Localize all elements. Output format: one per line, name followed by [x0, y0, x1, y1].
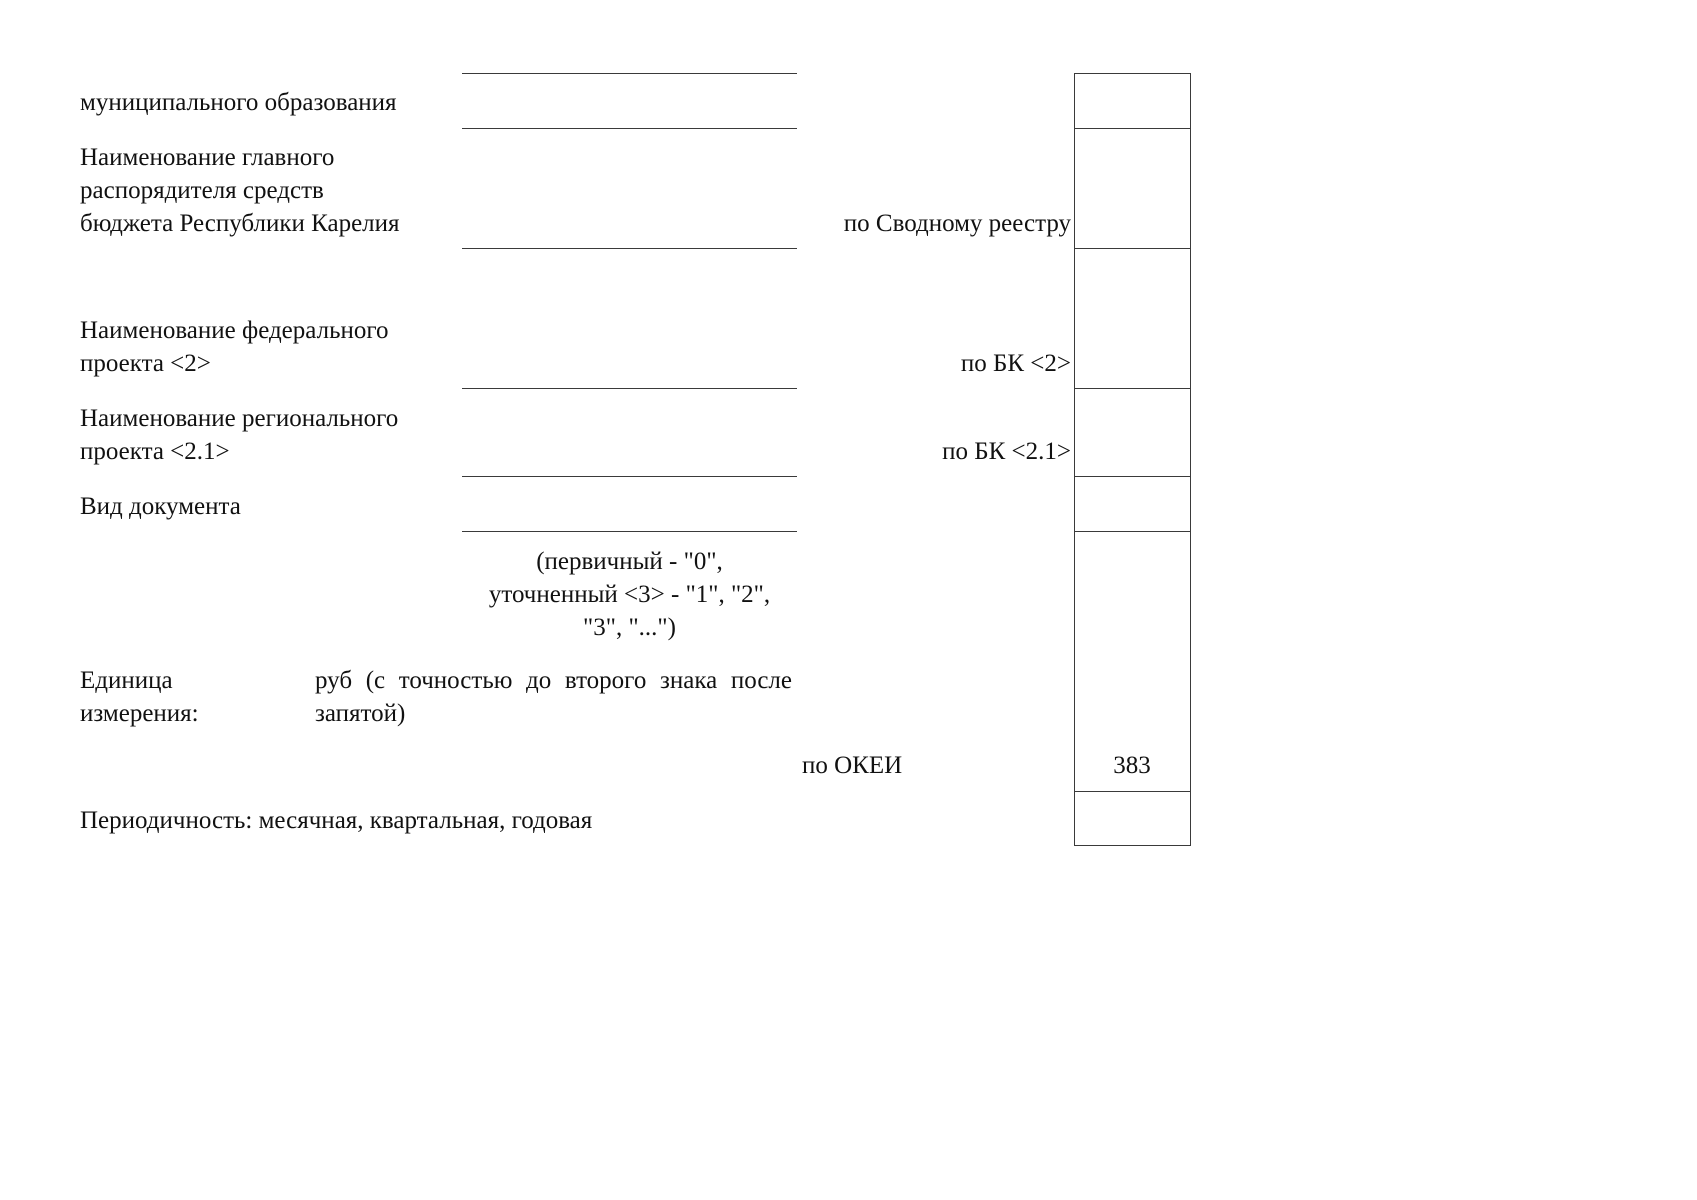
codes-cell-bk-federal[interactable] [1074, 388, 1191, 389]
federal-project-field-line[interactable] [462, 388, 797, 389]
doc-type-hint-line2: уточненный <3> - "1", "2", [488, 581, 771, 608]
periodicity-label: Периодичность: месячная, квартальная, годовая [80, 807, 593, 834]
codes-cell-doc-type[interactable] [1074, 531, 1191, 532]
main-manager-label-line2: распорядителя средств [80, 177, 324, 204]
regional-project-field-line[interactable] [462, 476, 797, 477]
doc-type-hint-line1: (первичный - "0", [536, 548, 723, 575]
field-line-top [462, 73, 797, 74]
main-manager-label-line1: Наименование главного [80, 144, 335, 171]
okei-label: по ОКЕИ [802, 752, 903, 779]
codes-column-right-border [1190, 73, 1191, 846]
codes-cell-periodicity[interactable] [1074, 845, 1191, 846]
svod-reestr-label: по Сводному реестру [843, 210, 1071, 237]
unit-value: руб (с точностью до второго знака после запятой) [315, 667, 792, 727]
doc-type-label: Вид документа [80, 493, 241, 520]
regional-project-label-line2: проекта <2.1> [80, 438, 230, 465]
unit-label-line1: Единица [80, 667, 173, 694]
main-manager-field-line[interactable] [462, 248, 797, 249]
doc-type-hint-line3: "3", "...") [583, 614, 676, 641]
regional-project-label-line1: Наименование регионального [80, 405, 399, 432]
municipality-label: муниципального образования [80, 89, 397, 116]
codes-cell-top [1074, 73, 1191, 74]
okei-code-value: 383 [1113, 752, 1151, 779]
codes-cell-svod-reestr[interactable] [1074, 248, 1191, 249]
codes-cell-municipality[interactable] [1074, 128, 1191, 129]
codes-column-left-border [1074, 73, 1075, 846]
bk-federal-label: по БК <2> [960, 350, 1071, 377]
federal-project-label-line2: проекта <2> [80, 350, 211, 377]
codes-cell-okei [1074, 791, 1191, 792]
main-manager-label-line3: бюджета Республики Карелия [80, 210, 400, 237]
bk-regional-label: по БК <2.1> [942, 438, 1071, 465]
unit-label-line2: измерения: [80, 700, 199, 727]
municipality-field-line[interactable] [462, 128, 797, 129]
doc-type-field-line[interactable] [462, 531, 797, 532]
federal-project-label-line1: Наименование федерального [80, 317, 389, 344]
codes-cell-bk-regional[interactable] [1074, 476, 1191, 477]
